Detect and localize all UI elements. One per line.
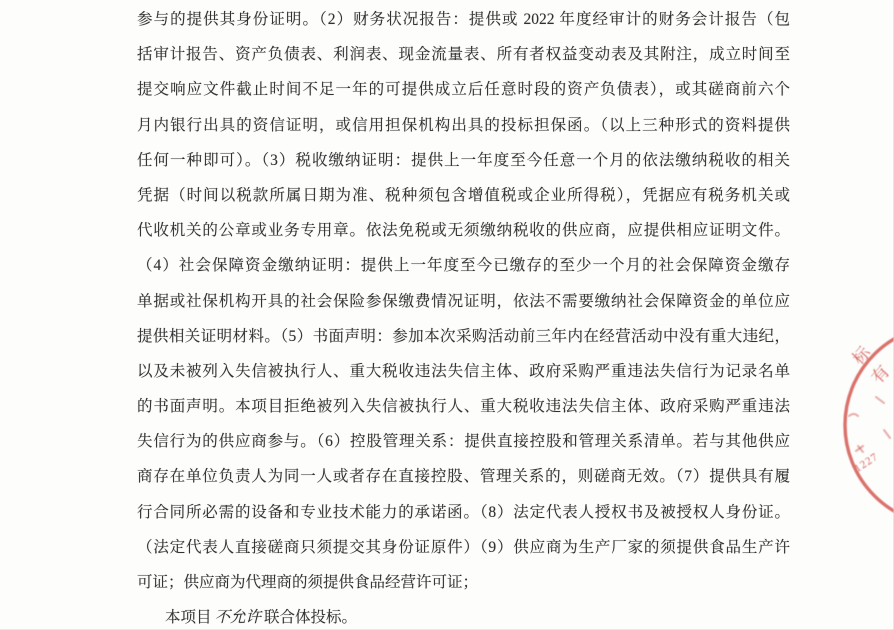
- document-line: 可证；供应商为代理商的须提供食品经营许可证；: [137, 574, 479, 591]
- document-line: 行合同所必需的设备和专业技术能力的承诺函。（8）法定代表人授权书及被授权人身份证。: [137, 503, 790, 521]
- document-line: 凭据（时间以税款所属日期为准、税种须包含增值税或企业所得税），凭据应有税务机关或: [137, 186, 790, 204]
- document-line: 提供相关证明材料。（5）书面声明：参加本次采购活动前三年内在经营活动中没有重大违纪，: [137, 327, 790, 345]
- document-line: 以及未被列入失信被执行人、重大税收违法失信主体、政府采购严重违法失信行为记录名单: [137, 362, 790, 380]
- official-seal-stamp: [842, 320, 894, 530]
- final-line-emphasis: 不允许: [214, 609, 262, 627]
- document-body: [137, 2, 790, 630]
- document-line: 商存在单位负责人为同一人或者存在直接控股、管理关系的，则磋商无效。（7）提供具有履: [137, 468, 790, 486]
- document-line: 提交响应文件截止时间不足一年的可提供成立后任意时段的资产负债表），或其磋商前六个: [137, 81, 790, 99]
- document-line: 括审计报告、资产负债表、利润表、现金流量表、所有者权益变动表及其附注，成立时间至: [137, 46, 790, 64]
- document-line: 月内银行出具的资信证明，或信用担保机构出具的投标担保函。（以上三种形式的资料提供: [137, 116, 790, 134]
- document-line: 单据或社保机构开具的社会保险参保缴费情况证明，依法不需要缴纳社会保障资金的单位应: [137, 292, 790, 310]
- document-final-line: [137, 600, 790, 630]
- final-line-suffix: 联合体投标。: [264, 609, 358, 627]
- document-line: 任何一种即可）。（3）税收缴纳证明：提供上一年度至今任意一个月的依法缴纳税收的相关: [137, 151, 790, 169]
- seal-char-top: 标: [848, 342, 875, 369]
- seal-char-mid: 有: [867, 361, 894, 388]
- document-line: 失信行为的供应商参与。（6）控股管理关系：提供直接控股和管理关系清单。若与其他供应: [137, 433, 790, 451]
- seal-digits: 1227: [852, 450, 881, 475]
- document-line: 代收机关的公章或业务专用章。依法免税或无须缴纳税收的供应商，应提供相应证明文件。: [137, 222, 790, 240]
- seal-smudges: [849, 397, 890, 452]
- document-line: 参与的提供其身份证明。（2）财务状况报告：提供或 2022 年度经审计的财务会计报告（包: [137, 11, 790, 28]
- document-line: （法定代表人直接磋商只须提交其身份证原件）（9）供应商为生产厂家的须提供食品生产许: [137, 538, 790, 556]
- document-line: （4）社会保障资金缴纳证明：提供上一年度至今已缴存的至少一个月的社会保障资金缴存: [137, 257, 790, 275]
- final-line-prefix: 本项目: [165, 609, 212, 627]
- document-line: 的书面声明。本项目拒绝被列入失信被执行人、重大税收违法失信主体、政府采购严重违法: [137, 398, 790, 416]
